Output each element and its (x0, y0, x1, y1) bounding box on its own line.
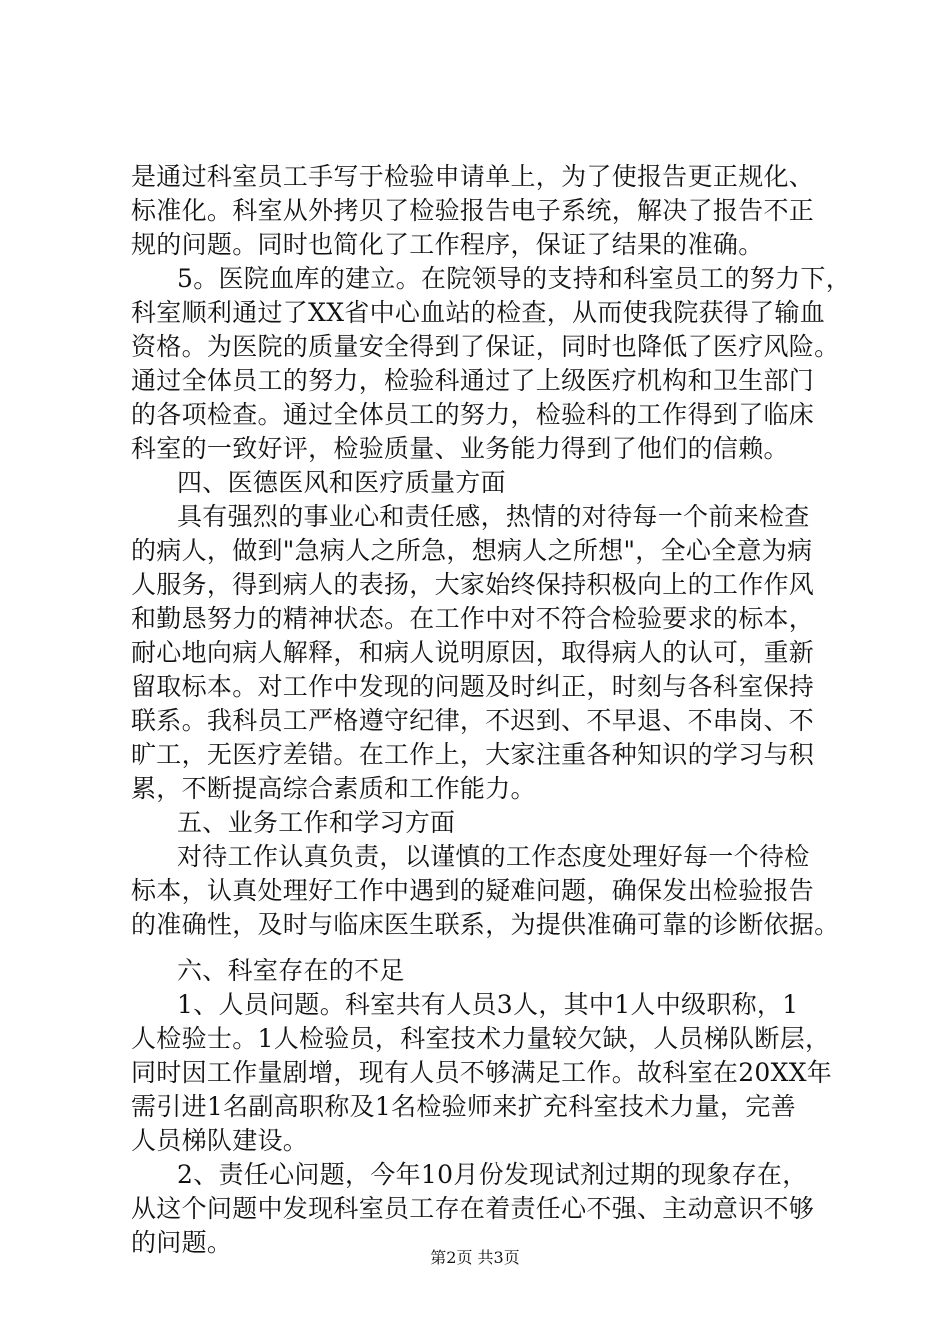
text-line: 通过全体员工的努力，检验科通过了上级医疗机构和卫生部门 (131, 366, 815, 395)
text-line: 科室的一致好评，检验质量、业务能力得到了他们的信赖。 (131, 434, 789, 463)
text-line: 耐心地向病人解释，和病人说明原因，取得病人的认可，重新 (131, 638, 815, 667)
text-line: 四、医德医风和医疗质量方面 (177, 468, 506, 497)
text-line: 的各项检查。通过全体员工的努力，检验科的工作得到了临床 (131, 400, 815, 429)
text-line: 的问题。 (131, 1228, 233, 1257)
text-line: 同时因工作量剧增，现有人员不够满足工作。故科室在20XX年 (131, 1058, 833, 1087)
text-line: 六、科室存在的不足 (177, 956, 405, 985)
text-line: 的准确性，及时与临床医生联系，为提供准确可靠的诊断依据。 (131, 910, 840, 939)
text-line: 规的问题。同时也简化了工作程序，保证了结果的准确。 (131, 230, 764, 259)
text-line: 具有强烈的事业心和责任感，热情的对待每一个前来检查 (177, 502, 810, 531)
page-footer: 第2页 共3页 (430, 1248, 520, 1267)
text-line: 的病人，做到"急病人之所急，想病人之所想"，全心全意为病 (131, 536, 813, 565)
text-line: 人服务，得到病人的表扬，大家始终保持积极向上的工作作风 (131, 570, 815, 599)
text-line: 需引进1名副高职称及1名检验师来扩充科室技术力量，完善 (131, 1092, 796, 1121)
text-line: 从这个问题中发现科室员工存在着责任心不强、主动意识不够 (131, 1194, 815, 1223)
text-line: 联系。我科员工严格遵守纪律，不迟到、不早退、不串岗、不 (131, 706, 815, 735)
text-line: 5。医院血库的建立。在院领导的支持和科室员工的努力下， (177, 264, 852, 293)
text-line: 2、责任心问题，今年10月份发现试剂过期的现象存在， (177, 1160, 808, 1189)
text-line: 1、人员问题。科室共有人员3人，其中1人中级职称，1 (177, 990, 799, 1019)
text-line: 旷工，无医疗差错。在工作上，大家注重各种知识的学习与积 (131, 740, 815, 769)
text-line: 五、业务工作和学习方面 (177, 808, 456, 837)
text-line: 标准化。科室从外拷贝了检验报告电子系统，解决了报告不正 (131, 196, 815, 225)
text-line: 留取标本。对工作中发现的问题及时纠正，时刻与各科室保持 (131, 672, 815, 701)
text-line: 资格。为医院的质量安全得到了保证，同时也降低了医疗风险。 (131, 332, 840, 361)
text-line: 和勤恳努力的精神状态。在工作中对不符合检验要求的标本， (131, 604, 815, 633)
text-line: 对待工作认真负责，以谨慎的工作态度处理好每一个待检 (177, 842, 810, 871)
text-line: 累，不断提高综合素质和工作能力。 (131, 774, 536, 803)
text-line: 是通过科室员工手写于检验申请单上，为了使报告更正规化、 (131, 162, 815, 191)
text-line: 标本，认真处理好工作中遇到的疑难问题，确保发出检验报告 (131, 876, 815, 905)
text-line: 科室顺利通过了XX省中心血站的检查，从而使我院获得了输血 (131, 298, 825, 327)
text-line: 人员梯队建设。 (131, 1126, 309, 1155)
text-line: 人检验士。1人检验员，科室技术力量较欠缺，人员梯队断层， (131, 1024, 831, 1053)
